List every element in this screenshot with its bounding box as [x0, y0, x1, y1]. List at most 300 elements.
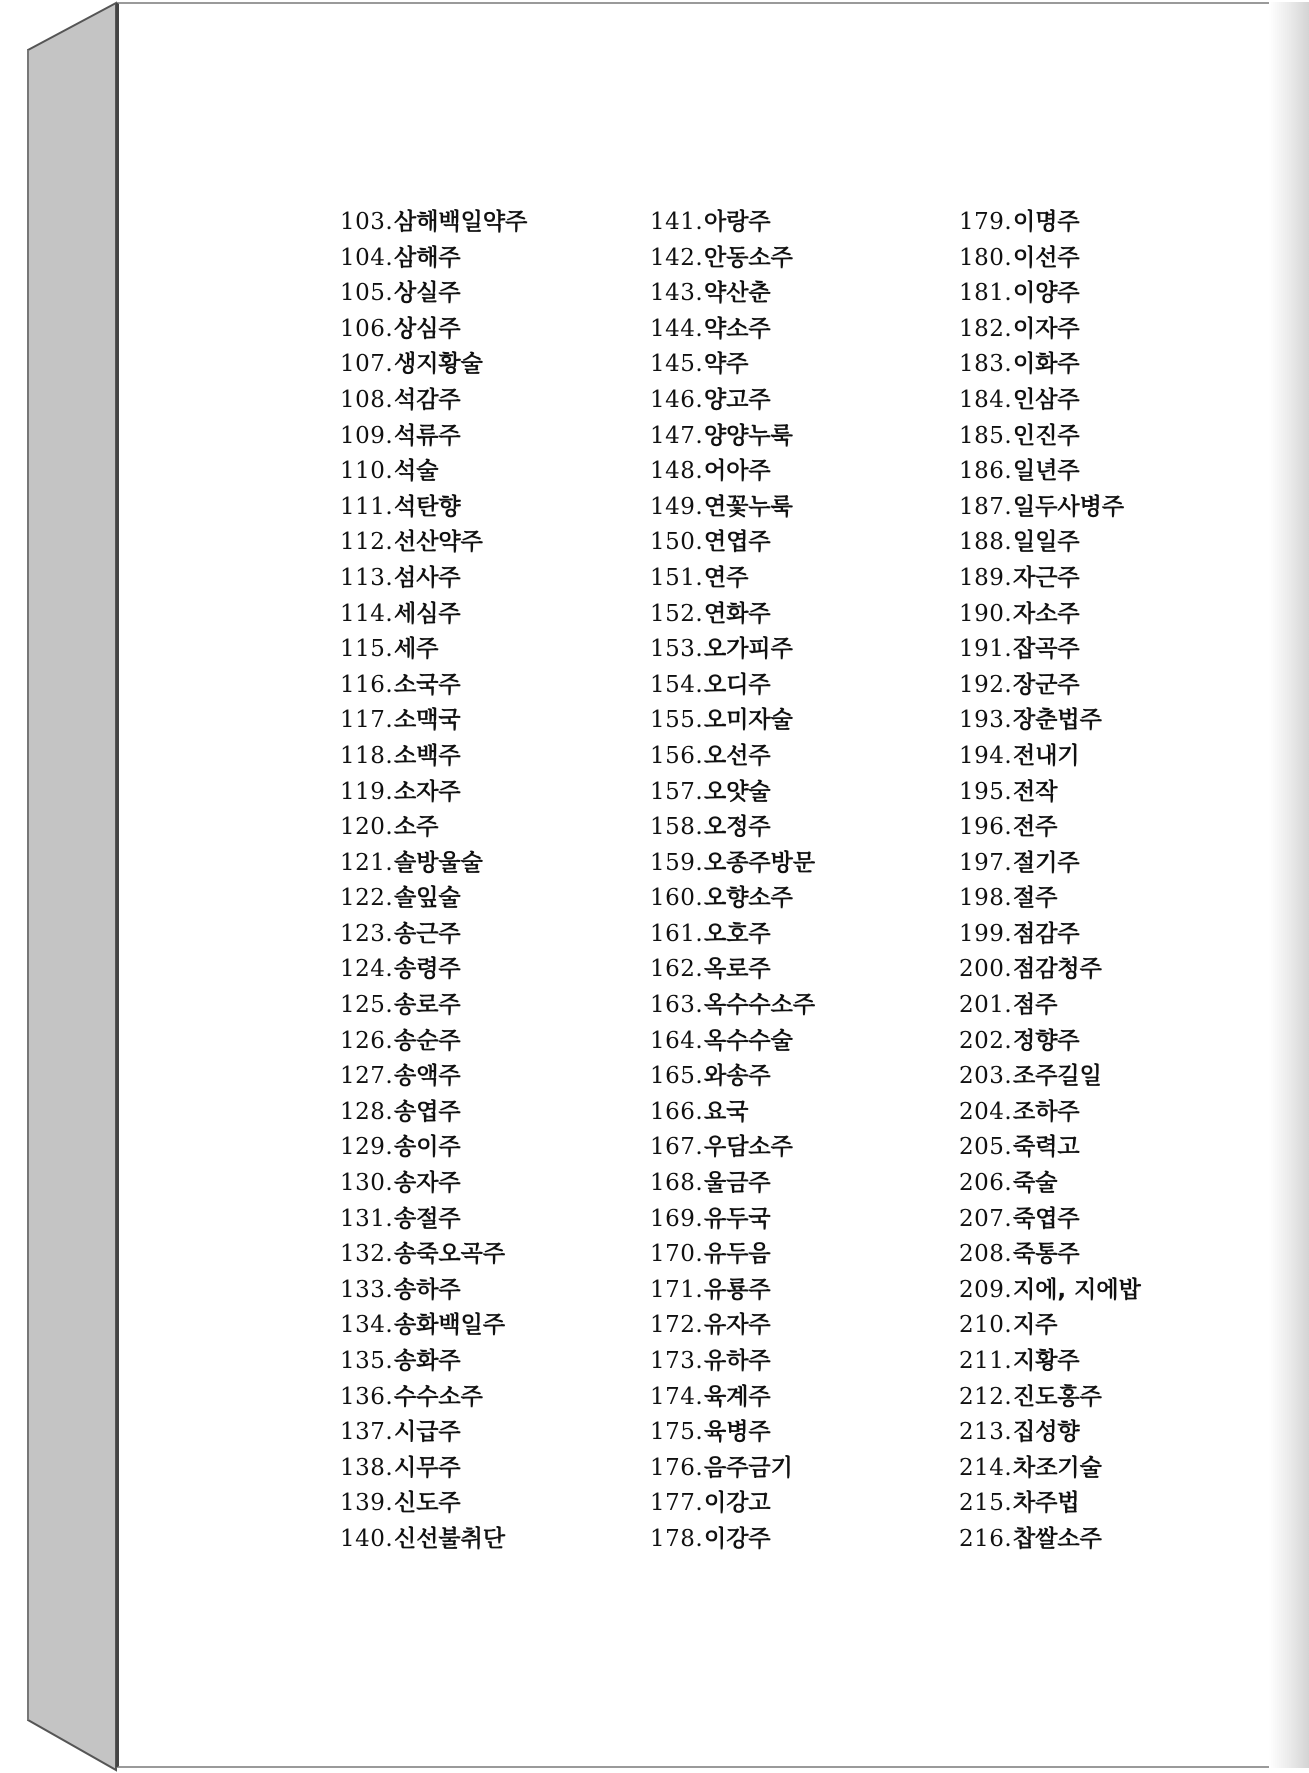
entry-number: 210. [959, 1312, 1013, 1339]
entry-number: 129. [340, 1134, 394, 1161]
entry-name: 이선주 [1013, 244, 1080, 271]
entry-number: 124. [340, 956, 394, 983]
entry-name: 아랑주 [704, 209, 771, 235]
entry-name: 오정주 [704, 814, 771, 841]
index-entry [650, 312, 815, 348]
entry-name: 자근주 [1013, 564, 1080, 591]
index-entry [650, 668, 815, 704]
entry-number: 141. [650, 209, 704, 235]
entry-number: 182. [959, 315, 1013, 342]
index-entry [340, 1202, 527, 1238]
entry-number: 143. [650, 280, 704, 307]
index-entry [650, 739, 815, 775]
index-entry [959, 347, 1141, 383]
index-entry [340, 846, 527, 882]
entry-name: 절기주 [1013, 849, 1080, 876]
index-entry [959, 1308, 1141, 1344]
entry-name: 오가피주 [704, 636, 793, 663]
index-entry [340, 312, 527, 348]
index-entry [340, 1166, 527, 1202]
entry-name: 죽력고 [1013, 1134, 1080, 1161]
index-entry [959, 1059, 1141, 1095]
entry-number: 164. [650, 1027, 704, 1054]
index-entry [959, 917, 1141, 953]
index-entry [959, 312, 1141, 348]
entry-number: 140. [340, 1525, 394, 1552]
entry-number: 211. [959, 1348, 1013, 1374]
entry-number: 206. [959, 1170, 1013, 1197]
index-entry [959, 1130, 1141, 1166]
entry-name: 이강주 [704, 1525, 771, 1552]
index-entry [340, 1024, 527, 1060]
index-entry [340, 1486, 527, 1522]
entry-name: 유두음 [704, 1241, 771, 1268]
entry-name: 옥로주 [704, 956, 771, 983]
index-entry [340, 881, 527, 917]
entry-number: 118. [340, 742, 394, 769]
entry-name: 신도주 [394, 1490, 461, 1517]
entry-name: 석류주 [394, 422, 461, 449]
book-spine-side [0, 0, 120, 1773]
entry-name: 차주법 [1013, 1490, 1080, 1517]
entry-name: 육계주 [704, 1383, 771, 1410]
entry-number: 116. [340, 671, 394, 698]
entry-name: 와송주 [704, 1063, 771, 1090]
entry-number: 112. [340, 529, 394, 556]
index-entry [340, 917, 527, 953]
index-entry [340, 775, 527, 811]
entry-name: 장춘법주 [1013, 707, 1102, 734]
entry-name: 유룡주 [704, 1276, 771, 1303]
index-column-3 [959, 205, 1141, 1558]
index-entry [650, 1273, 815, 1309]
entry-name: 죽엽주 [1013, 1205, 1080, 1232]
index-entry [650, 1166, 815, 1202]
entry-number: 181. [959, 280, 1013, 307]
entry-number: 144. [650, 315, 704, 342]
entry-number: 172. [650, 1312, 704, 1339]
index-entry [650, 1024, 815, 1060]
index-entry [340, 1344, 527, 1380]
entry-number: 192. [959, 671, 1013, 698]
entry-number: 168. [650, 1170, 704, 1197]
entry-number: 137. [340, 1419, 394, 1446]
entry-number: 159. [650, 849, 704, 876]
entry-number: 212. [959, 1383, 1013, 1410]
entry-name: 음주금기 [704, 1454, 793, 1481]
index-entry [650, 988, 815, 1024]
entry-number: 106. [340, 315, 394, 342]
entry-name: 죽술 [1013, 1170, 1058, 1197]
entry-name: 우담소주 [704, 1134, 793, 1161]
index-entry [959, 846, 1141, 882]
index-entry [340, 1059, 527, 1095]
index-entry [340, 1380, 527, 1416]
index-entry [340, 703, 527, 739]
entry-number: 138. [340, 1454, 394, 1481]
index-entry [959, 952, 1141, 988]
entry-number: 180. [959, 244, 1013, 271]
index-entry [959, 1202, 1141, 1238]
entry-name: 연엽주 [704, 529, 771, 556]
entry-number: 120. [340, 814, 394, 841]
entry-number: 104. [340, 244, 394, 271]
entry-number: 169. [650, 1205, 704, 1232]
entry-number: 160. [650, 885, 704, 912]
entry-name: 상심주 [394, 315, 461, 342]
entry-number: 203. [959, 1063, 1013, 1090]
entry-name: 전주 [1013, 814, 1058, 841]
index-entry [959, 881, 1141, 917]
entry-name: 약산춘 [704, 280, 771, 307]
index-entry [959, 561, 1141, 597]
entry-number: 199. [959, 920, 1013, 947]
index-entry [959, 810, 1141, 846]
index-entry [959, 1415, 1141, 1451]
index-entry [340, 597, 527, 633]
index-entry [959, 276, 1141, 312]
entry-number: 193. [959, 707, 1013, 734]
entry-name: 약주 [704, 351, 749, 378]
index-column-1 [340, 205, 527, 1558]
index-entry [340, 1451, 527, 1487]
index-entry [959, 1024, 1141, 1060]
entry-name: 소국주 [394, 671, 461, 698]
entry-name: 연주 [704, 564, 749, 591]
entry-name: 울금주 [704, 1170, 771, 1197]
entry-number: 117. [340, 707, 394, 734]
index-entry [650, 1202, 815, 1238]
entry-number: 127. [340, 1063, 394, 1090]
entry-name: 오호주 [704, 920, 771, 947]
entry-number: 133. [340, 1276, 394, 1303]
entry-name: 송령주 [394, 956, 461, 983]
entry-number: 103. [340, 209, 394, 235]
index-entry [340, 525, 527, 561]
entry-name: 세심주 [394, 600, 461, 627]
entry-number: 135. [340, 1348, 394, 1374]
entry-number: 125. [340, 992, 394, 1019]
entry-number: 198. [959, 885, 1013, 912]
entry-number: 115. [340, 636, 394, 663]
index-entry [650, 419, 815, 455]
entry-number: 214. [959, 1454, 1013, 1481]
entry-name: 옥수수술 [704, 1027, 793, 1054]
entry-name: 송절주 [394, 1205, 461, 1232]
index-entry [340, 1308, 527, 1344]
entry-name: 석탄향 [394, 493, 461, 520]
entry-name: 연꽃누룩 [704, 493, 793, 520]
entry-number: 179. [959, 209, 1013, 235]
entry-name: 조하주 [1013, 1098, 1080, 1125]
index-entry [650, 490, 815, 526]
entry-number: 167. [650, 1134, 704, 1161]
index-entry [340, 241, 527, 277]
index-entry [650, 205, 815, 241]
entry-number: 207. [959, 1205, 1013, 1232]
entry-name: 유하주 [704, 1348, 771, 1374]
entry-name: 약소주 [704, 315, 771, 342]
index-entry [340, 205, 527, 241]
entry-name: 유두국 [704, 1205, 771, 1232]
entry-name: 일두사병주 [1013, 493, 1125, 520]
entry-name: 점감청주 [1013, 956, 1102, 983]
entry-name: 생지황술 [394, 351, 483, 378]
index-entry [340, 347, 527, 383]
index-entry [340, 1095, 527, 1131]
index-entry [650, 952, 815, 988]
entry-name: 오종주방문 [704, 849, 816, 876]
entry-name: 정향주 [1013, 1027, 1080, 1054]
entry-name: 오디주 [704, 671, 771, 698]
entry-number: 178. [650, 1525, 704, 1552]
entry-number: 139. [340, 1490, 394, 1517]
entry-number: 197. [959, 849, 1013, 876]
entry-name: 장군주 [1013, 671, 1080, 698]
entry-name: 석술 [394, 458, 439, 485]
entry-number: 173. [650, 1348, 704, 1374]
entry-number: 201. [959, 992, 1013, 1019]
index-entry [650, 1380, 815, 1416]
index-entry [340, 952, 527, 988]
index-entry [959, 1237, 1141, 1273]
index-entry [340, 490, 527, 526]
entry-number: 145. [650, 351, 704, 378]
index-entry [959, 739, 1141, 775]
entry-name: 요국 [704, 1098, 749, 1125]
entry-number: 147. [650, 422, 704, 449]
entry-number: 155. [650, 707, 704, 734]
entry-name: 송액주 [394, 1063, 461, 1090]
entry-number: 200. [959, 956, 1013, 983]
entry-name: 수수소주 [394, 1383, 483, 1410]
entry-name: 육병주 [704, 1419, 771, 1446]
entry-name: 인진주 [1013, 422, 1080, 449]
index-entry [959, 1486, 1141, 1522]
entry-number: 128. [340, 1098, 394, 1125]
entry-name: 소주 [394, 814, 439, 841]
index-entry [959, 490, 1141, 526]
entry-number: 130. [340, 1170, 394, 1197]
index-entry [959, 1451, 1141, 1487]
index-entry [650, 775, 815, 811]
entry-number: 196. [959, 814, 1013, 841]
entry-name: 오향소주 [704, 885, 793, 912]
index-entry [650, 1415, 815, 1451]
entry-name: 이명주 [1013, 209, 1080, 235]
entry-name: 일일주 [1013, 529, 1080, 556]
index-entry [959, 241, 1141, 277]
entry-name: 시무주 [394, 1454, 461, 1481]
entry-name: 어아주 [704, 458, 771, 485]
entry-number: 183. [959, 351, 1013, 378]
entry-name: 양고주 [704, 386, 771, 413]
index-entry [650, 561, 815, 597]
entry-name: 지주 [1013, 1312, 1058, 1339]
entry-name: 인삼주 [1013, 386, 1080, 413]
entry-name: 신선불취단 [394, 1525, 506, 1552]
index-entry [340, 1237, 527, 1273]
index-entry [650, 632, 815, 668]
entry-name: 전내기 [1013, 742, 1080, 769]
index-entry [340, 668, 527, 704]
index-entry [650, 1237, 815, 1273]
entry-number: 114. [340, 600, 394, 627]
index-entry [650, 810, 815, 846]
entry-number: 213. [959, 1419, 1013, 1446]
entry-name: 삼해백일약주 [394, 209, 528, 235]
entry-name: 지에, 지에밥 [1013, 1276, 1141, 1303]
entry-name: 송죽오곡주 [394, 1241, 506, 1268]
entry-name: 송순주 [394, 1027, 461, 1054]
entry-number: 176. [650, 1454, 704, 1481]
index-entry [959, 1166, 1141, 1202]
index-entry [650, 1130, 815, 1166]
entry-number: 126. [340, 1027, 394, 1054]
entry-number: 154. [650, 671, 704, 698]
index-entry [650, 1344, 815, 1380]
index-entry [959, 597, 1141, 633]
entry-number: 134. [340, 1312, 394, 1339]
entry-number: 191. [959, 636, 1013, 663]
entry-number: 153. [650, 636, 704, 663]
entry-number: 121. [340, 849, 394, 876]
entry-name: 오얏술 [704, 778, 771, 805]
entry-name: 소자주 [394, 778, 461, 805]
index-entry [650, 703, 815, 739]
entry-name: 일년주 [1013, 458, 1080, 485]
entry-number: 107. [340, 351, 394, 378]
entry-name: 삼해주 [394, 244, 461, 271]
index-entry [340, 383, 527, 419]
entry-number: 148. [650, 458, 704, 485]
index-entry [959, 775, 1141, 811]
entry-number: 194. [959, 742, 1013, 769]
index-entry [340, 1522, 527, 1558]
index-entry [959, 205, 1141, 241]
entry-number: 177. [650, 1490, 704, 1517]
entry-number: 162. [650, 956, 704, 983]
entry-number: 208. [959, 1241, 1013, 1268]
entry-name: 송근주 [394, 920, 461, 947]
index-entry [340, 419, 527, 455]
entry-name: 송엽주 [394, 1098, 461, 1125]
index-entry [959, 383, 1141, 419]
entry-number: 105. [340, 280, 394, 307]
entry-number: 190. [959, 600, 1013, 627]
entry-number: 108. [340, 386, 394, 413]
entry-number: 170. [650, 1241, 704, 1268]
index-entry [959, 525, 1141, 561]
entry-name: 석감주 [394, 386, 461, 413]
index-entry [959, 988, 1141, 1024]
entry-name: 옥수수소주 [704, 992, 816, 1019]
index-entry [340, 1273, 527, 1309]
entry-name: 세주 [394, 636, 439, 663]
index-entry [650, 1486, 815, 1522]
entry-name: 절주 [1013, 885, 1058, 912]
entry-number: 119. [340, 778, 394, 805]
entry-number: 109. [340, 422, 394, 449]
entry-number: 136. [340, 1383, 394, 1410]
index-entry [650, 241, 815, 277]
entry-name: 조주길일 [1013, 1063, 1102, 1090]
entry-number: 131. [340, 1205, 394, 1232]
entry-name: 잡곡주 [1013, 636, 1080, 663]
entry-number: 166. [650, 1098, 704, 1125]
index-entry [650, 1095, 815, 1131]
entry-number: 149. [650, 493, 704, 520]
entry-number: 187. [959, 493, 1013, 520]
index-entry [340, 810, 527, 846]
entry-name: 송자주 [394, 1170, 461, 1197]
entry-number: 151. [650, 564, 704, 591]
entry-name: 차조기술 [1013, 1454, 1102, 1481]
entry-number: 150. [650, 529, 704, 556]
entry-name: 솔잎술 [394, 885, 461, 912]
index-entry [959, 632, 1141, 668]
entry-name: 자소주 [1013, 600, 1080, 627]
entry-number: 132. [340, 1241, 394, 1268]
entry-name: 송로주 [394, 992, 461, 1019]
entry-number: 161. [650, 920, 704, 947]
entry-name: 찹쌀소주 [1013, 1525, 1102, 1552]
entry-name: 선산약주 [394, 529, 483, 556]
index-entry [650, 1451, 815, 1487]
entry-name: 지황주 [1013, 1348, 1080, 1374]
entry-number: 156. [650, 742, 704, 769]
entry-name: 섬사주 [394, 564, 461, 591]
entry-name: 죽통주 [1013, 1241, 1080, 1268]
index-entry [650, 276, 815, 312]
entry-name: 송이주 [394, 1134, 461, 1161]
entry-number: 195. [959, 778, 1013, 805]
entry-name: 유자주 [704, 1312, 771, 1339]
index-entry [650, 1059, 815, 1095]
entry-name: 이자주 [1013, 315, 1080, 342]
entry-name: 소맥국 [394, 707, 461, 734]
index-entry [340, 1130, 527, 1166]
entry-name: 이강고 [704, 1490, 771, 1517]
entry-number: 175. [650, 1419, 704, 1446]
entry-number: 142. [650, 244, 704, 271]
entry-number: 205. [959, 1134, 1013, 1161]
entry-name: 이화주 [1013, 351, 1080, 378]
entry-number: 122. [340, 885, 394, 912]
entry-name: 오미자술 [704, 707, 793, 734]
entry-number: 146. [650, 386, 704, 413]
index-entry [650, 597, 815, 633]
index-entry [340, 561, 527, 597]
entry-number: 189. [959, 564, 1013, 591]
index-entry [959, 1522, 1141, 1558]
index-entry [340, 1415, 527, 1451]
index-entry [959, 419, 1141, 455]
entry-number: 174. [650, 1383, 704, 1410]
entry-number: 152. [650, 600, 704, 627]
entry-name: 진도홍주 [1013, 1383, 1102, 1410]
entry-name: 송화백일주 [394, 1312, 506, 1339]
entry-number: 111. [340, 493, 394, 520]
entry-number: 185. [959, 422, 1013, 449]
entry-number: 216. [959, 1525, 1013, 1552]
entry-number: 165. [650, 1063, 704, 1090]
index-entry [959, 1344, 1141, 1380]
entry-number: 123. [340, 920, 394, 947]
entry-number: 171. [650, 1276, 704, 1303]
page-edge-shadow [1269, 2, 1309, 1768]
index-entry [959, 1380, 1141, 1416]
